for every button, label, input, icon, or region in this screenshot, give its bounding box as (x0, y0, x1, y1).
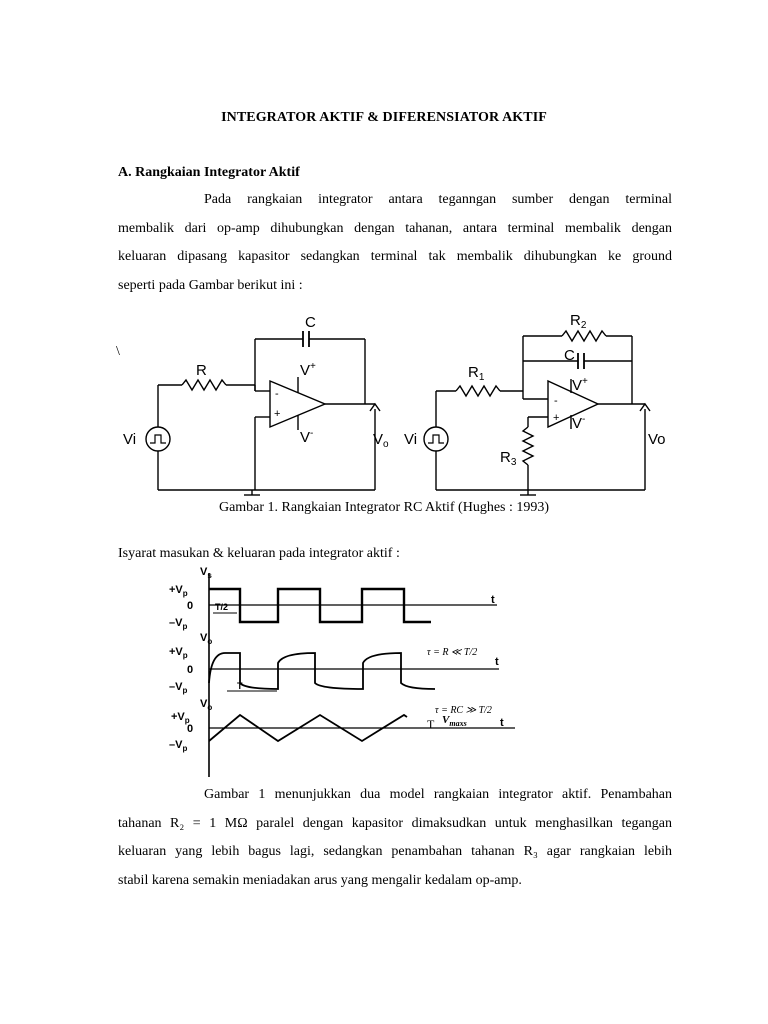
label-period: T (237, 681, 243, 691)
label-zero: 0 (187, 723, 194, 735)
resistor-r-icon (182, 380, 226, 390)
label-plus-vp: $+V_p$ (169, 584, 188, 598)
circuit-1-basic-integrator (146, 331, 380, 495)
label-vs: $V_s$ (200, 566, 212, 580)
label-vminus: V- (300, 428, 314, 446)
label-minus-vp: $-V_p$ (169, 739, 188, 753)
label-vmax: $V_{maxs}$ (442, 714, 467, 728)
label-vplus: V+ (572, 376, 588, 394)
label-plus-pin: + (553, 412, 560, 424)
paragraph-line: keluaran dipasang kapasitor sedangkan terminal tak membalik dihubungkan ke ground (118, 249, 672, 264)
waveform-figure (165, 565, 525, 780)
label-c2: C (564, 347, 575, 364)
circuit-2-integrator-with-r2-r3 (424, 331, 650, 495)
label-vo: $V_o$ (200, 698, 213, 712)
label-plus-pin: + (274, 408, 281, 420)
label-vminus: V- (572, 414, 586, 432)
paragraph-line: Gambar 1 menunjukkan dua model rangkaian integrator aktif. Penambahan (204, 787, 672, 802)
paragraph-line: seperti pada Gambar berikut ini : (118, 277, 303, 293)
paragraph-explanation (118, 781, 672, 895)
signals-intro: Isyarat masukan & keluaran pada integrator aktif : (118, 546, 400, 561)
label-c: C (305, 314, 316, 331)
figure-caption: Gambar 1. Rangkaian Integrator RC Aktif (Hughes : 1993) (218, 500, 550, 515)
label-vplus: V+ (300, 361, 316, 379)
integrator-circuits-figure (120, 305, 680, 505)
label-vo: $V_o$ (200, 632, 213, 646)
paragraph-line: Pada rangkaian integrator antara teganngan sumber dengan terminal (204, 192, 672, 207)
label-minus-pin: - (275, 388, 279, 400)
voltage-source-icon (424, 427, 448, 451)
resistor-r2-icon (562, 331, 606, 341)
label-vmax-t: T (427, 717, 435, 731)
resistor-r1-icon (456, 386, 500, 396)
label-vo: Vo (648, 431, 666, 448)
resistor-r3-icon (523, 427, 533, 465)
page-title: INTEGRATOR AKTIF & DIFERENSIATOR AKTIF (221, 110, 547, 125)
label-t: t (491, 594, 495, 606)
stray-mark: \ (116, 344, 120, 359)
label-r: R (196, 362, 207, 379)
voltage-source-icon (146, 427, 170, 451)
label-zero: 0 (187, 600, 194, 612)
label-tau-small: τ = R ≪ T/2 (427, 647, 478, 658)
label-t: t (495, 656, 499, 668)
label-vo: $V_o$ (373, 431, 389, 450)
label-vi: Vi (123, 431, 137, 448)
label-r1: $R_1$ (468, 364, 485, 383)
label-plus-vp: $+V_p$ (171, 711, 190, 725)
label-r2: $R_2$ (570, 312, 587, 331)
label-tau-large: τ = RC ≫ T/2 (435, 705, 492, 716)
label-plus-vp: $+V_p$ (169, 646, 188, 660)
label-minus-vp: $-V_p$ (169, 681, 188, 695)
paragraph-line: stabil karena semakin meniadakan arus yang mengalir kedalam op-amp. (118, 872, 522, 888)
label-half-period: T/2 (215, 602, 229, 612)
label-minus-pin: - (554, 395, 558, 407)
output-wave-small-tau (209, 653, 435, 689)
paragraph-line: keluaran yang lebih bagus lagi, sedangkan penambahan tahanan R₃ agar rangkaian lebih (118, 844, 672, 859)
section-heading: A. Rangkaian Integrator Aktif (118, 165, 300, 180)
paragraph-intro (118, 186, 672, 300)
label-zero: 0 (187, 664, 194, 676)
label-minus-vp: $-V_p$ (169, 617, 188, 631)
label-r3: $R_3$ (500, 449, 517, 468)
paragraph-line: tahanan R₂ = 1 MΩ paralel dengan kapasitor dimaksudkan untuk menghasilkan tegangan (118, 815, 672, 831)
paragraph-line: membalik dari op-amp dihubungkan dengan tahanan, antara terminal membalik dengan (118, 220, 672, 236)
label-t: t (500, 717, 504, 729)
label-vi: Vi (404, 431, 418, 448)
